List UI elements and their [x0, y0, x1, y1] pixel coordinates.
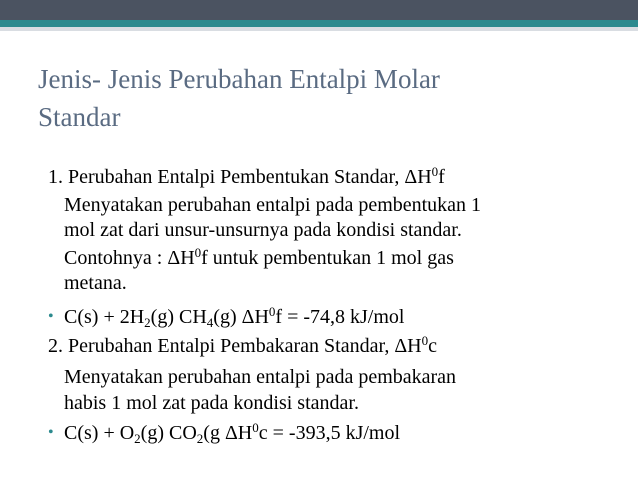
item2-eq-subscript-1: 2 — [134, 431, 141, 446]
slide-title-line-1: Jenis- Jenis Perubahan Entalpi Molar — [38, 64, 440, 94]
item2-heading-text: 2. Perubahan Entalpi Pembakaran Standar, ΔH — [48, 335, 422, 357]
item1-heading-tail: f — [438, 166, 445, 188]
item1-equation — [64, 305, 404, 329]
item1-eq-part-3: (g) ΔH — [213, 306, 269, 328]
item1-example-line-2: metana. — [64, 272, 127, 294]
item1-example — [64, 246, 454, 270]
item2-eq-part-1: C(s) + O — [64, 422, 135, 444]
item1-example-superscript: 0 — [194, 245, 202, 260]
item1-eq-subscript-2: 4 — [206, 315, 214, 330]
item2-eq-part-4: c = -393,5 kJ/mol — [258, 422, 401, 444]
item2-eq-part-2: (g) CO — [140, 422, 197, 444]
item1-example-tail: f untuk pembentukan 1 mol gas — [201, 247, 454, 269]
item1-eq-part-2: (g) CH — [150, 306, 207, 328]
bullet-marker: • — [48, 308, 54, 325]
item2-heading-tail: c — [428, 335, 438, 357]
item2-eq-part-3: (g ΔH — [203, 422, 253, 444]
item1-desc-line-2: mol zat dari unsur-unsurnya pada kondisi standar. — [64, 219, 462, 241]
item1-desc-line-1: Menyatakan perubahan entalpi pada pembentukan 1 — [64, 194, 482, 216]
item1-eq-superscript: 0 — [268, 304, 276, 319]
item1-heading — [48, 165, 445, 189]
item1-eq-subscript-1: 2 — [144, 315, 151, 330]
slide-title-line-2: Standar — [38, 102, 121, 132]
item2-desc-line-2: habis 1 mol zat pada kondisi standar. — [64, 392, 359, 414]
item1-eq-part-4: f = -74,8 kJ/mol — [275, 306, 405, 328]
item1-heading-superscript: 0 — [431, 164, 439, 179]
item1-eq-part-1: C(s) + 2H — [64, 306, 145, 328]
item2-eq-superscript: 0 — [252, 420, 259, 435]
item1-example-prefix: Contohnya : ΔH — [64, 247, 195, 269]
item2-eq-subscript-2: 2 — [196, 431, 204, 446]
item1-heading-text: 1. Perubahan Entalpi Pembentukan Standar, ΔH — [48, 166, 432, 188]
bullet-marker: • — [48, 424, 54, 441]
item2-heading-superscript: 0 — [421, 333, 429, 348]
item2-desc-line-1: Menyatakan perubahan entalpi pada pembakaran — [64, 366, 457, 388]
item2-equation — [64, 421, 400, 445]
item2-heading — [48, 334, 437, 358]
